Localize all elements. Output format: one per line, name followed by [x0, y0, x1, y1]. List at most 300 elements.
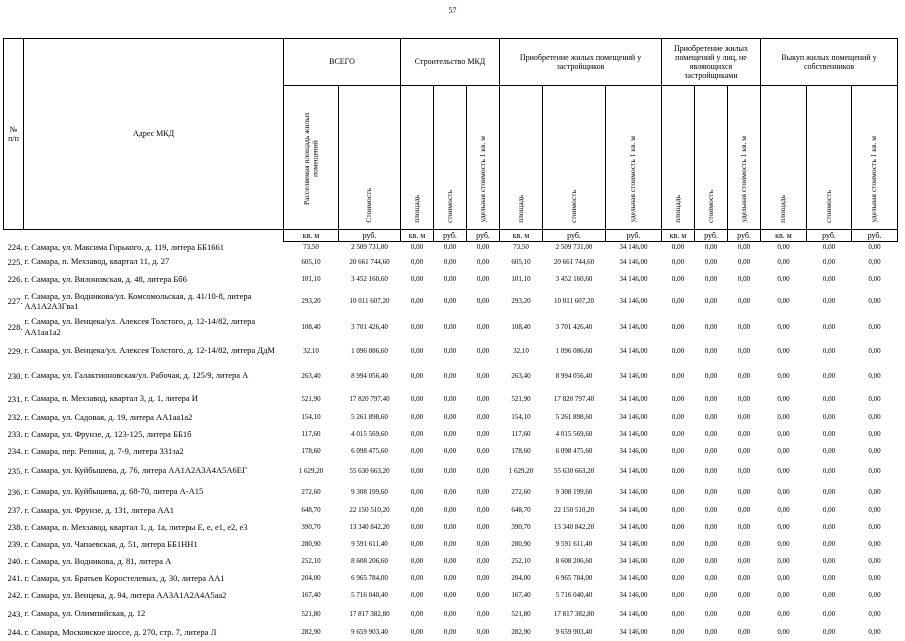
cell-b-unit: 0,00 [868, 346, 881, 355]
cell-d-cost: 2 509 731,00 [555, 243, 593, 252]
row-address: г. Самара, ул. Венцека, д. 94, литера АА3А1А2А4А5аа2 [24, 589, 227, 600]
cell-d-area: 282,90 [511, 628, 531, 636]
table-row [4, 482, 898, 502]
cell-d-cost: 9 659 903,40 [555, 628, 593, 636]
cell-c-area: 0,00 [410, 523, 424, 531]
cell-d-unit: 34 146,00 [619, 346, 648, 355]
cell-b-area: 0,00 [777, 591, 790, 599]
cell-b-area: 0,00 [777, 447, 790, 455]
table-row [4, 587, 898, 604]
cell-d-cost: 13 340 842,20 [553, 523, 595, 531]
row-number: 226. [7, 274, 23, 284]
cell-d-unit: 34 146,00 [619, 322, 648, 331]
cell-d-cost: 1 096 086,60 [555, 346, 593, 355]
table-row [4, 604, 898, 624]
cell-c-unit: 0,00 [476, 394, 490, 403]
col-c-unit: удельная стоимость 1 кв. м [467, 86, 500, 230]
cell-b-area: 0,00 [777, 275, 790, 283]
cell-n-area: 0,00 [671, 466, 685, 475]
cell-c-cost: 0,00 [443, 297, 457, 305]
cell-c-unit: 0,00 [476, 557, 490, 565]
cell-n-unit: 0,00 [737, 574, 751, 582]
cell-c-unit: 0,00 [476, 540, 490, 548]
col-cost: Стоимость [339, 86, 401, 230]
col-n-unit: удельная стоимость 1 кв. м [728, 86, 761, 230]
cell-c-area: 0,00 [410, 430, 424, 438]
cell-c-area: 0,00 [410, 275, 424, 283]
row-address: г. Самара, Московское шоссе, д. 270, стр. 7, литера Л [24, 626, 217, 637]
cell-d-area: 101,10 [511, 275, 531, 283]
cell-area: 32,10 [303, 346, 319, 355]
cell-n-unit: 0,00 [737, 487, 751, 496]
cell-d-unit: 34 146,00 [619, 371, 648, 380]
cell-cost: 8 994 056,40 [351, 371, 388, 380]
cell-c-unit: 0,00 [476, 523, 490, 531]
cell-d-area: 605,10 [511, 257, 531, 266]
table-row [4, 502, 898, 519]
cell-b-area: 0,00 [777, 413, 790, 421]
cell-d-area: 280,90 [511, 540, 531, 548]
cell-cost: 5 716 040,40 [351, 591, 388, 599]
cell-d-unit: 34 146,00 [619, 275, 648, 283]
cell-area: 282,90 [301, 628, 321, 636]
cell-area: 293,20 [301, 297, 321, 305]
table-row [4, 519, 898, 536]
cell-d-unit: 34 146,00 [619, 591, 648, 599]
unit-rub: руб. [695, 230, 728, 242]
cell-d-cost: 8 994 056,40 [555, 371, 593, 380]
cell-d-cost: 20 661 744,60 [553, 257, 595, 266]
cell-b-cost: 0,00 [822, 322, 836, 331]
table-row [4, 460, 898, 482]
resettlement-table [3, 38, 898, 641]
unit-rub-per-sqm: руб. [606, 230, 662, 242]
cell-c-cost: 0,00 [443, 447, 457, 455]
cell-d-cost: 3 452 160,60 [555, 275, 593, 283]
cell-cost: 9 659 903,40 [351, 628, 388, 636]
cell-area: 1 629,20 [298, 466, 324, 475]
cell-c-area: 0,00 [410, 346, 424, 355]
cell-d-unit: 34 146,00 [619, 557, 648, 565]
cell-d-cost: 22 150 510,20 [553, 506, 595, 514]
cell-c-cost: 0,00 [443, 540, 457, 548]
cell-c-area: 0,00 [410, 413, 424, 421]
row-number: 229. [7, 345, 23, 356]
cell-b-cost: 0,00 [822, 297, 836, 305]
cell-area: 272,60 [301, 487, 321, 496]
cell-b-area: 0,00 [777, 506, 790, 514]
unit-rub: руб. [434, 230, 467, 242]
cell-cost: 4 015 569,60 [351, 430, 388, 438]
cell-b-area: 0,00 [777, 297, 790, 305]
cell-area: 648,70 [301, 506, 321, 514]
col-n-cost: стоимость [695, 86, 728, 230]
cell-b-unit: 0,00 [868, 628, 881, 636]
group-total: ВСЕГО [284, 39, 401, 86]
cell-b-cost: 0,00 [822, 346, 836, 355]
cell-cost: 22 150 510,20 [349, 506, 390, 514]
row-number: 237. [7, 505, 23, 515]
cell-d-unit: 34 146,00 [619, 628, 648, 636]
cell-c-cost: 0,00 [443, 243, 457, 252]
cell-n-cost: 0,00 [704, 574, 718, 582]
row-address: г. Самара, ул. Галактионовская/ул. Рабочая, д. 125/9, литера А [24, 370, 249, 381]
cell-b-cost: 0,00 [822, 413, 836, 421]
row-address: г. Самара, ул. Чапаевская, д. 51, литера ББ1НН1 [24, 538, 198, 549]
cell-n-area: 0,00 [671, 574, 685, 582]
cell-d-cost: 9 591 611,40 [555, 540, 593, 548]
cell-b-area: 0,00 [777, 466, 790, 475]
row-number: 235. [7, 465, 23, 476]
cell-b-unit: 0,00 [868, 257, 881, 266]
cell-n-unit: 0,00 [737, 346, 751, 355]
cell-b-cost: 0,00 [822, 487, 836, 496]
table-row [4, 553, 898, 570]
row-number: 232. [7, 412, 23, 422]
cell-area: 263,40 [301, 371, 321, 380]
cell-c-unit: 0,00 [476, 609, 490, 618]
cell-c-cost: 0,00 [443, 394, 457, 403]
cell-c-cost: 0,00 [443, 628, 457, 636]
cell-n-unit: 0,00 [737, 523, 751, 531]
cell-area: 178,60 [301, 447, 321, 455]
row-number: 228. [7, 321, 23, 332]
cell-c-area: 0,00 [410, 628, 424, 636]
cell-b-area: 0,00 [777, 487, 790, 496]
cell-c-area: 0,00 [410, 394, 424, 403]
cell-n-unit: 0,00 [737, 557, 751, 565]
cell-d-unit: 34 146,00 [619, 297, 648, 305]
cell-n-area: 0,00 [671, 506, 685, 514]
cell-b-unit: 0,00 [868, 243, 881, 252]
cell-n-cost: 0,00 [704, 413, 718, 421]
cell-n-cost: 0,00 [704, 591, 718, 599]
cell-b-unit: 0,00 [868, 275, 881, 283]
col-d-cost: стоимость [543, 86, 606, 230]
cell-b-cost: 0,00 [822, 430, 836, 438]
cell-n-area: 0,00 [671, 243, 685, 252]
cell-c-cost: 0,00 [443, 430, 457, 438]
col-resettled-area: Расселяемая площадь жилых помещений [284, 86, 339, 230]
cell-b-unit: 0,00 [868, 394, 881, 403]
col-b-area: площадь [761, 86, 807, 230]
unit-rub-per-sqm: руб. [852, 230, 898, 242]
cell-c-cost: 0,00 [443, 346, 457, 355]
cell-c-cost: 0,00 [443, 557, 457, 565]
cell-n-cost: 0,00 [704, 371, 718, 380]
cell-d-cost: 6 098 475,60 [555, 447, 593, 455]
row-number: 239. [7, 539, 23, 549]
cell-n-area: 0,00 [671, 540, 685, 548]
col-b-cost: стоимость [807, 86, 852, 230]
unit-rub-per-sqm: руб. [728, 230, 761, 242]
row-address: г. Самара, ул. Садовая, д. 19, литера АА1аа1а2 [24, 411, 193, 422]
cell-n-area: 0,00 [671, 322, 685, 331]
unit-sqm: кв. м [662, 230, 695, 242]
cell-n-cost: 0,00 [704, 275, 718, 283]
cell-b-area: 0,00 [777, 574, 790, 582]
cell-d-cost: 6 965 784,00 [555, 574, 593, 582]
table-row [4, 570, 898, 587]
cell-c-cost: 0,00 [443, 275, 457, 283]
row-address: г. Самара, ул. Братьев Коростелевых, д. 30, литера АА1 [24, 572, 225, 583]
cell-n-unit: 0,00 [737, 297, 751, 305]
cell-area: 390,70 [301, 523, 321, 531]
units-spacer [4, 230, 284, 242]
cell-c-unit: 0,00 [476, 346, 490, 355]
cell-c-area: 0,00 [410, 371, 424, 380]
cell-area: 101,10 [301, 275, 321, 283]
unit-sqm: кв. м [284, 230, 339, 242]
cell-n-cost: 0,00 [704, 609, 718, 618]
cell-d-unit: 34 146,00 [619, 487, 648, 496]
cell-b-unit: 0,00 [868, 447, 881, 455]
cell-c-area: 0,00 [410, 591, 424, 599]
cell-b-area: 0,00 [777, 257, 790, 266]
cell-c-cost: 0,00 [443, 574, 457, 582]
cell-area: 521,90 [301, 394, 321, 403]
unit-rub: руб. [339, 230, 401, 242]
row-number: 236. [7, 486, 23, 497]
cell-d-unit: 34 146,00 [619, 413, 648, 421]
cell-c-unit: 0,00 [476, 371, 490, 380]
cell-cost: 13 340 842,20 [349, 523, 390, 531]
cell-d-area: 73,50 [513, 243, 529, 252]
cell-n-unit: 0,00 [737, 540, 751, 548]
cell-c-unit: 0,00 [476, 413, 490, 421]
cell-cost: 1 096 086,60 [351, 346, 388, 355]
cell-n-area: 0,00 [671, 257, 685, 266]
cell-n-area: 0,00 [671, 447, 685, 455]
cell-c-cost: 0,00 [443, 257, 457, 266]
cell-d-area: 178,60 [511, 447, 531, 455]
row-address: г. Самара, п. Мехзавод, квартал 11, д. 27 [24, 256, 170, 267]
row-address: г. Самара, ул. Куйбышева, д. 76, литера АА1А2А3А4А5А6ЕГ [24, 465, 247, 476]
group-construction: Строительство МКД [401, 39, 500, 86]
cell-c-area: 0,00 [410, 506, 424, 514]
row-address: г. Самара, пер. Репина, д. 7-9, литера 331за2 [24, 445, 184, 456]
cell-b-cost: 0,00 [822, 243, 836, 252]
cell-b-area: 0,00 [777, 346, 790, 355]
col-d-area: площадь [500, 86, 543, 230]
cell-b-unit: 0,00 [868, 371, 881, 380]
cell-b-cost: 0,00 [822, 540, 836, 548]
row-address: г. Самара, ул. Венцека/ул. Алексея Толстого, д. 12-14/82, литера АА1аа1а2 [24, 316, 256, 337]
cell-cost: 17 820 797,40 [349, 394, 390, 403]
cell-d-unit: 34 146,00 [619, 540, 648, 548]
cell-c-cost: 0,00 [443, 322, 457, 331]
cell-d-area: 108,40 [511, 322, 531, 331]
cell-area: 204,00 [301, 574, 321, 582]
cell-c-unit: 0,00 [476, 322, 490, 331]
cell-n-unit: 0,00 [737, 628, 751, 636]
cell-c-area: 0,00 [410, 557, 424, 565]
cell-c-unit: 0,00 [476, 628, 490, 636]
cell-cost: 8 608 206,60 [351, 557, 388, 565]
cell-n-unit: 0,00 [737, 243, 751, 252]
cell-n-cost: 0,00 [704, 557, 718, 565]
table-row [4, 536, 898, 553]
cell-n-unit: 0,00 [737, 609, 751, 618]
cell-b-cost: 0,00 [822, 609, 836, 618]
cell-d-area: 154,10 [511, 413, 531, 421]
cell-d-area: 117,60 [511, 430, 531, 438]
cell-area: 252,10 [301, 557, 321, 565]
cell-c-area: 0,00 [410, 609, 424, 618]
cell-n-area: 0,00 [671, 275, 685, 283]
cell-b-area: 0,00 [777, 609, 790, 618]
cell-c-area: 0,00 [410, 540, 424, 548]
cell-d-unit: 34 146,00 [619, 447, 648, 455]
cell-cost: 6 965 784,00 [351, 574, 388, 582]
cell-c-unit: 0,00 [476, 447, 490, 455]
row-address: г. Самара, ул. Олимпийская, д. 12 [24, 608, 146, 619]
row-number: 233. [7, 429, 23, 439]
cell-b-unit: 0,00 [868, 557, 881, 565]
cell-n-area: 0,00 [671, 487, 685, 496]
cell-b-cost: 0,00 [822, 466, 836, 475]
row-number: 227. [7, 296, 23, 306]
row-address: г. Самара, ул. Венцека/ул. Алексея Толстого, д. 12-14/82, литера ДдМ [24, 345, 275, 356]
cell-c-unit: 0,00 [476, 466, 490, 475]
cell-n-area: 0,00 [671, 371, 685, 380]
cell-cost: 20 661 744,60 [349, 257, 390, 266]
cell-c-area: 0,00 [410, 297, 424, 305]
row-address: г. Самара, ул. Фрунзе, д. 131, литера АА1 [24, 504, 175, 515]
table-row [4, 443, 898, 460]
cell-b-area: 0,00 [777, 540, 790, 548]
cell-n-cost: 0,00 [704, 447, 718, 455]
cell-cost: 55 630 663,20 [349, 466, 390, 475]
cell-area: 154,10 [301, 413, 321, 421]
cell-d-area: 1 629,20 [508, 466, 534, 475]
cell-b-unit: 0,00 [868, 574, 881, 582]
cell-b-cost: 0,00 [822, 257, 836, 266]
cell-d-area: 390,70 [511, 523, 531, 531]
unit-rub: руб. [543, 230, 606, 242]
cell-n-cost: 0,00 [704, 487, 718, 496]
group-purchase-dev: Приобретение жилых помещений у застройщиков [500, 39, 662, 86]
cell-b-unit: 0,00 [868, 297, 881, 305]
cell-d-cost: 4 015 569,60 [555, 430, 593, 438]
cell-area: 117,60 [301, 430, 321, 438]
cell-b-cost: 0,00 [822, 574, 836, 582]
cell-c-cost: 0,00 [443, 413, 457, 421]
cell-n-cost: 0,00 [704, 430, 718, 438]
cell-b-area: 0,00 [777, 371, 790, 380]
col-n-area: площадь [662, 86, 695, 230]
cell-cost: 10 011 607,20 [349, 297, 390, 305]
cell-c-unit: 0,00 [476, 574, 490, 582]
cell-d-unit: 34 146,00 [619, 523, 648, 531]
cell-n-unit: 0,00 [737, 591, 751, 599]
num-header: № п/п [4, 39, 24, 230]
cell-n-cost: 0,00 [704, 346, 718, 355]
cell-c-area: 0,00 [410, 487, 424, 496]
cell-n-unit: 0,00 [737, 413, 751, 421]
cell-n-area: 0,00 [671, 394, 685, 403]
cell-n-cost: 0,00 [704, 506, 718, 514]
row-address: г. Самара, ул. Вилоновская, д. 48, литера Бб6 [24, 273, 187, 284]
cell-c-area: 0,00 [410, 243, 424, 252]
cell-b-cost: 0,00 [822, 523, 836, 531]
cell-d-area: 167,40 [511, 591, 531, 599]
row-address: г. Самара, п. Мехзавод, квартал 3, д. 1, литера И [24, 393, 198, 404]
cell-d-area: 32,10 [513, 346, 529, 355]
table-row [4, 389, 898, 409]
cell-n-unit: 0,00 [737, 371, 751, 380]
cell-c-unit: 0,00 [476, 257, 490, 266]
cell-d-unit: 34 146,00 [619, 609, 648, 618]
cell-c-area: 0,00 [410, 322, 424, 331]
cell-b-unit: 0,00 [868, 591, 881, 599]
unit-rub-per-sqm: руб. [467, 230, 500, 242]
cell-d-unit: 34 146,00 [619, 466, 648, 475]
cell-n-cost: 0,00 [704, 243, 718, 252]
cell-cost: 2 509 731,00 [351, 243, 388, 252]
cell-b-cost: 0,00 [822, 557, 836, 565]
row-address: г. Самара, ул. Фрунзе, д. 123-125, литера ББ1б [24, 428, 192, 439]
cell-c-unit: 0,00 [476, 297, 490, 305]
cell-c-cost: 0,00 [443, 371, 457, 380]
cell-n-unit: 0,00 [737, 257, 751, 266]
cell-c-unit: 0,00 [476, 430, 490, 438]
cell-n-unit: 0,00 [737, 447, 751, 455]
row-number: 242. [7, 590, 23, 600]
row-address: г. Самара, ул. Водникова, д. 81, литера А [24, 555, 172, 566]
group-purchase-nondev: Приобретение жилых помещений у лиц, не являющихся застройщиками [662, 39, 761, 86]
cell-cost: 17 817 382,80 [349, 609, 390, 618]
cell-b-cost: 0,00 [822, 275, 836, 283]
cell-n-cost: 0,00 [704, 322, 718, 331]
row-number: 230. [7, 370, 23, 381]
cell-n-cost: 0,00 [704, 523, 718, 531]
cell-b-cost: 0,00 [822, 506, 836, 514]
cell-cost: 6 098 475,60 [351, 447, 388, 455]
table-row [4, 271, 898, 288]
table-row [4, 624, 898, 641]
cell-d-unit: 34 146,00 [619, 394, 648, 403]
cell-n-cost: 0,00 [704, 466, 718, 475]
cell-b-cost: 0,00 [822, 371, 836, 380]
cell-c-area: 0,00 [410, 466, 424, 475]
row-address: г. Самара, ул. Максима Горького, д. 119, литера ББ1661 [24, 241, 224, 252]
row-number: 225. [7, 256, 23, 267]
table-row [4, 426, 898, 443]
cell-n-area: 0,00 [671, 591, 685, 599]
cell-c-area: 0,00 [410, 257, 424, 266]
cell-d-area: 252,10 [511, 557, 531, 565]
cell-n-area: 0,00 [671, 523, 685, 531]
cell-c-unit: 0,00 [476, 243, 490, 252]
unit-sqm: кв. м [401, 230, 434, 242]
row-number: 234. [7, 446, 23, 456]
cell-c-area: 0,00 [410, 447, 424, 455]
cell-d-cost: 17 820 797,40 [553, 394, 595, 403]
cell-d-area: 204,00 [511, 574, 531, 582]
col-b-unit: удельная стоимость 1 кв. м [852, 86, 898, 230]
cell-n-unit: 0,00 [737, 275, 751, 283]
cell-b-unit: 0,00 [868, 487, 881, 496]
page-number: 57 [448, 6, 457, 15]
cell-d-cost: 10 011 607,20 [554, 297, 594, 305]
row-address: г. Самара, п. Мехзавод, квартал 1, д. 1а, литеры Е, е, е1, е2, е3 [24, 521, 248, 532]
cell-n-unit: 0,00 [737, 430, 751, 438]
cell-n-area: 0,00 [671, 430, 685, 438]
cell-n-cost: 0,00 [704, 394, 718, 403]
cell-area: 108,40 [301, 322, 321, 331]
row-number: 224. [7, 242, 23, 252]
